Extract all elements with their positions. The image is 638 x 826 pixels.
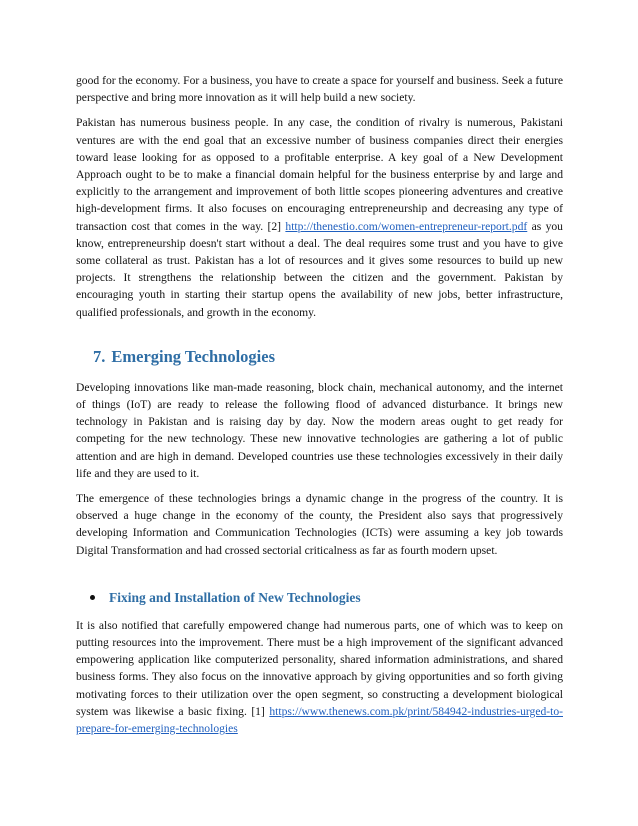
paragraph-text-before-link: Pakistan has numerous business people. In any case, the condition of rivalry is numerous, Pakistani ventures are with the end goal that an excessive number of business companies direct their energies toward lease looking for as opposed to a profitable enterprise. A key goal of a New Development Approach ought to be to make a financial domain helpful for the business enterprise by and large and explicitly to the arrangement and improvement of both little scopes pioneering adventures and creative high-development firms. It also focuses on encouraging entrepreneurship and decreasing any type of transaction cost that comes in the way. [2] (76, 116, 563, 233)
thenews-article-link[interactable]: https://www.thenews.com.pk/print/584942-industries-urged-to-prepare-for-emerging-technologies (76, 704, 563, 736)
intro-paragraph: good for the economy. For a business, you have to create a space for yourself and business. Seek a future perspective and bring more innovation as it will help build a new society. (76, 74, 563, 105)
fixing-installation-paragraph (76, 617, 563, 737)
emerging-technologies-paragraph-2: The emergence of these technologies brings a dynamic change in the progress of the country. It is observed a huge change in the economy of the county, the President also says that progressively developing Information and Communication Technologies (ICTs) were assuming a key job towards Digital Transformation and had crossed sectorial criticalness as far as fourth modern upset. (76, 492, 563, 557)
entrepreneurship-paragraph (76, 114, 563, 320)
document-page (76, 72, 563, 745)
paragraph-text: It is also notified that carefully empowered change had numerous parts, one of which was to keep on putting resources into the improvement. There must be a high improvement of the significant advanced empowering application like computerized personality, shared information administrations, and shared business forms. They also focus on the innovative approach by giving opportunities and so forth giving motivating forces to their utilization over the open segment, so constructing a development biological system was likewise a basic fixing. [1] (76, 618, 563, 718)
section-heading-emerging-technologies (93, 347, 563, 367)
section-number: 7. (93, 346, 106, 366)
women-entrepreneur-report-link[interactable]: http://thenestio.com/women-entrepreneur-report.pdf (285, 219, 528, 233)
emerging-technologies-paragraph-1: Developing innovations like man-made reasoning, block chain, mechanical autonomy, and the internet of things (IoT) are ready to release the following flood of advanced disturbance. It brings new technology in Pakistan and is raising day by day. Now the modern areas ought to get ready for competing for the new technology. These new innovative technologies are gathering a lot of public attention and are high in demand. Developed countries use these technologies excessively in their daily life and they are used to it. (76, 380, 563, 480)
subsection-heading (90, 589, 563, 607)
paragraph-text-after-link: as you know, entrepreneurship doesn't start without a deal. The deal requires some trust and you have to give some collateral as trust. Pakistan has a lot of resources and it gives some resources to build up new projects. It strengthens the relationship between the citizen and the government. Pakistan by encouraging youth in starting their startup opens the availability of new jobs, better infrastructure, qualified professionals, and growth in the economy. (76, 219, 563, 319)
section-title: Emerging Technologies (111, 346, 276, 366)
bullet-icon (90, 595, 95, 600)
subsection-title: Fixing and Installation of New Technologies (109, 589, 361, 605)
